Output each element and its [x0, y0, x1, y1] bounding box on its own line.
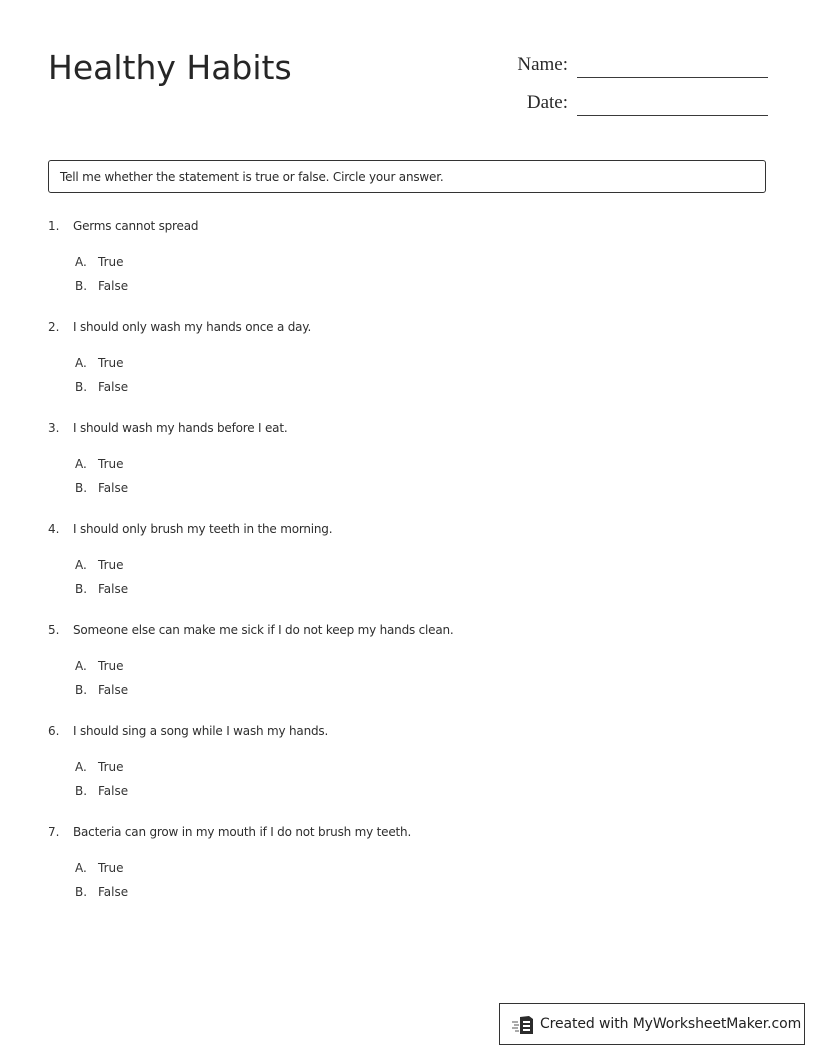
footer-text: Created with MyWorksheetMaker.com	[540, 1016, 802, 1032]
question-number: 5.	[48, 623, 60, 637]
date-field[interactable]	[490, 86, 770, 116]
question-number: 7.	[48, 825, 60, 839]
option-text: False	[98, 885, 129, 899]
question-number: 6.	[48, 724, 60, 738]
question-text: I should wash my hands before I eat.	[73, 421, 288, 435]
name-line[interactable]	[577, 77, 768, 78]
name-field[interactable]	[490, 48, 770, 78]
page-title: Healthy Habits	[48, 48, 292, 87]
option-letter: A.	[75, 558, 87, 572]
option-text: False	[98, 582, 129, 596]
question-number: 2.	[48, 320, 60, 334]
option-text: False	[98, 683, 129, 697]
question-text: I should only brush my teeth in the morning.	[73, 522, 333, 536]
question-number: 4.	[48, 522, 60, 536]
question-text: Bacteria can grow in my mouth if I do not brush my teeth.	[73, 825, 412, 839]
option-letter: A.	[75, 457, 87, 471]
option-letter: A.	[75, 255, 87, 269]
worksheet-logo-icon	[512, 1015, 534, 1035]
question-text: I should only wash my hands once a day.	[73, 320, 312, 334]
question-text: I should sing a song while I wash my hands.	[73, 724, 329, 738]
option-text: True	[98, 760, 124, 774]
option-letter: A.	[75, 760, 87, 774]
date-label: Date:	[526, 92, 568, 113]
question-text: Someone else can make me sick if I do not keep my hands clean.	[73, 623, 454, 637]
question-text: Germs cannot spread	[73, 219, 199, 233]
option-letter: A.	[75, 659, 87, 673]
instructions-box	[48, 160, 766, 193]
option-text: True	[98, 659, 124, 673]
option-text: False	[98, 481, 129, 495]
option-letter: B.	[75, 380, 88, 394]
option-text: True	[98, 457, 124, 471]
question-number: 1.	[48, 219, 60, 233]
option-text: False	[98, 279, 129, 293]
option-text: True	[98, 255, 124, 269]
option-letter: A.	[75, 356, 87, 370]
name-label: Name:	[517, 54, 568, 75]
option-text: False	[98, 784, 129, 798]
option-letter: B.	[75, 885, 88, 899]
option-letter: A.	[75, 861, 87, 875]
date-line[interactable]	[577, 115, 768, 116]
option-text: True	[98, 356, 124, 370]
question-number: 3.	[48, 421, 60, 435]
option-text: True	[98, 861, 124, 875]
option-letter: B.	[75, 683, 88, 697]
option-text: True	[98, 558, 124, 572]
option-letter: B.	[75, 784, 88, 798]
footer-credit[interactable]	[499, 1003, 805, 1045]
option-letter: B.	[75, 481, 88, 495]
option-text: False	[98, 380, 129, 394]
option-letter: B.	[75, 279, 88, 293]
option-letter: B.	[75, 582, 88, 596]
instructions-text: Tell me whether the statement is true or false. Circle your answer.	[60, 170, 444, 184]
